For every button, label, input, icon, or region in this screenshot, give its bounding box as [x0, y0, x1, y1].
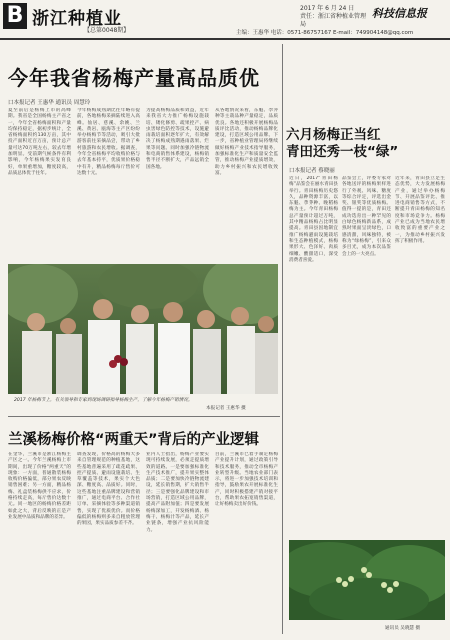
- section-title: 浙江种植业: [32, 9, 122, 29]
- article3-col1: 在金华，兰溪市是浙江杨梅主产区之一。今年兰溪杨梅上市期间，出现了价格“两重天”的现象：一方面，普通散装杨梅收购价格偏低，部分果农反映销售困难；另一方面，精品杨梅、礼盒装杨梅供不应求，价格持续走高，每斤售价达数十元。同一地区的杨梅价格差距如此之大，背后反映的正是产业发展中品质和品牌的差异。: [8, 452, 71, 520]
- field-visit-photo: [8, 264, 278, 394]
- contact-line: 主编：王惠华 电话：0571-86757167 E-mail：749904148@qq.com: [236, 30, 414, 36]
- article2-photo-credit: 通讯员 吴晓慧 摄: [385, 626, 421, 631]
- article2-col3: 近年来，青田县立足生态优势，大力发展杨梅产业，通过举办杨梅节、开展品鉴评比、推进电商销售等方式，不断提升青田杨梅的知名度和市场竞争力。杨梅产业已成为当地农民增收致富的重要产业之一，为推动乡村振兴发挥了积极作用。: [395, 176, 445, 244]
- article1-byline: 口本报记者 王惠华 通讯员 周慧玲: [8, 100, 91, 106]
- article3-headline: 兰溪杨梅价格“两重天”背后的产业逻辑: [8, 432, 260, 448]
- article3-col3: 业内人士指出，杨梅产业要实现可持续发展，必须走提质增效的道路。一是要加强标准化生产技术推广，提升果实整体品质；二是要加快冷链物流建设，延长销售期，扩大销售半径；三是要强化品牌建设和市场营销，打造区域公用品牌，提高产品附加值；四是要发展杨梅深加工，开发杨梅酒、杨梅干、杨梅汁等产品，延长产业链条，增强产业抗风险能力。: [146, 452, 209, 533]
- column-divider: [282, 44, 283, 634]
- article1-photo-caption: 2017 年杨梅节上，有关领导和专家到现场调研指导杨梅生产，了解今年杨梅产销情况。: [14, 398, 193, 403]
- article1-photo-credit: 本报记者 王惠华 摄: [206, 406, 246, 411]
- article1-col2: 今年杨梅成熟期比往年略有提前，各地杨梅采摘陆续进入高峰。仙居、慈溪、余姚、兰溪、黄岩、瓯海等主产区纷纷举办杨梅节等活动，吸引大批游客前往采摘品尝，带动了乡村旅游和农民增收。据调查，今年全省杨梅平均收购价格与去年基本持平，优质果价格稳中有升，精品杨梅每斤售价可达数十元。: [77, 108, 140, 176]
- article2-photo: [289, 540, 445, 620]
- paper-name: 科技信息报: [372, 7, 427, 20]
- article2-headline-line1: 六月杨梅正当红: [286, 127, 381, 143]
- article1-col4: 从各地情况来看，东魁、荸荠种等主栽品种产量稳定，品质优良。各地还积极开展杨梅品质评比活动，推动杨梅品牌化建设，打造区域公用品牌。下一步，省种植业管理局将继续做好杨梅产业技术指导服务，加强标准化生产和质量安全监管，推动杨梅产业提质增效，助力乡村振兴和农民增收致富。: [215, 108, 278, 176]
- bayberry-tree-photo: [289, 540, 445, 620]
- issue-date: [300, 5, 370, 29]
- article3-col4: 目前，兰溪市已着手制定杨梅产业提升计划，通过政策引导和技术服务，推动全市杨梅产业转型升级。当地农业部门表示，将进一步加强技术培训和指导，鼓励果农开展标准化生产，同时积极搭建产销对接平台，帮助果农拓宽销售渠道，让好杨梅卖出好价钱。: [215, 452, 278, 508]
- article2-col1: 近日，2017“青田杨梅”品鉴会在丽水青田县举行。青田杨梅历史悠久，品种资源丰富，以东魁、荸荠种、晚稻杨梅为主。今年青田杨梅总产量预计超过万吨，其中精品杨梅占比明显提高。青田县因地制宜推广杨梅避雨设施栽培和生态种植模式，杨梅果形大、色泽好、肉质细嫩、酸甜适口，深受消费者喜爱。: [289, 176, 338, 263]
- article2-col2: 品鉴会上，评委专家对各地送评的杨梅果样进行了外观、风味、糖度等综合评定，评选出金奖、银奖等优质杨梅。值得一提的是，青田还成功选育出一种罕见的白绿色杨梅新品系，成熟时果面呈淡绿色，口感清甜，风味独特，被称为“绿杨梅”，引来众多目光，成为本次品鉴会上的一大亮点。: [342, 176, 391, 257]
- article1-photo: [8, 264, 278, 394]
- issue-date-line: 2017 年 6 月 24 日: [300, 5, 355, 12]
- article2-byline: 口本报记者 蔡晓丽: [289, 168, 335, 174]
- article3-col2: 调查发现，价格高的杨梅大多来自管理规范的种植基地，这些基地普遍采用了疏花疏果、控产提质、避雨设施栽培、生草覆盖等技术，果实个大色深、糖度高、品质好。同时，这些基地注重品牌建设和营销推广，通过电商平台、合作社订单、采摘体验等多种渠道销售，实现了优质优价。而价格偏低的杨梅则多来自粗放管理的果园，果实品质参差不齐。: [77, 452, 140, 527]
- section-letter: B: [3, 3, 27, 29]
- article1-col3: 为提高杨梅品质和效益，近年来我省大力推广杨梅设施栽培、矮化修剪、疏果控产、病虫害绿色防控等技术，设施避雨栽培面积逐年扩大，有效解决了杨梅成熟期遇雨落果、烂果等问题。同时加强冷链物流和电商销售体系建设，杨梅销售半径不断扩大，产品远销全国各地。: [146, 108, 209, 170]
- section-divider: [8, 416, 280, 417]
- article1-col1: 夏至前后是杨梅上市的高峰期。我省是全国杨梅主产省之一，今年全省杨梅面积和产量均保持稳定，据初步统计，全省杨梅面积约130万亩，其中投产面积近百万亩，预计总产量可达70万吨左右，较去年增加明显。受前期气候条件有利影响，今年杨梅果实发育良好，单果重增加，糖度较高，品质总体优于往年。: [8, 108, 71, 176]
- issue-number: 【总第0048期】: [84, 27, 130, 34]
- masthead: [0, 0, 450, 40]
- article1-headline: 今年我省杨梅产量高品质优: [8, 66, 260, 90]
- article2-headline-line2: 青田还秀一枝“绿”: [286, 144, 399, 160]
- article2-headline: [286, 127, 446, 161]
- issue-responsible-line: 责任：浙江省种植业管理局: [300, 13, 367, 28]
